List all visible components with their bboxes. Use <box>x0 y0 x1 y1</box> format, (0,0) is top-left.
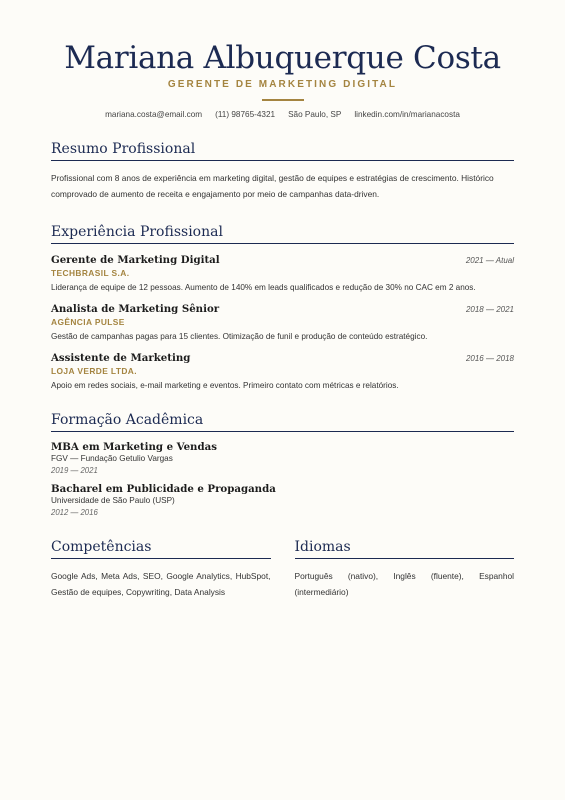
candidate-name: Mariana Albuquerque Costa <box>64 40 501 76</box>
education-entry <box>51 441 514 475</box>
contact-info <box>51 110 514 119</box>
contact-linkedin[interactable]: linkedin.com/in/marianacosta <box>354 110 460 119</box>
summary-title: Resumo Profissional <box>51 141 514 161</box>
education-dates: 2019 — 2021 <box>51 466 98 475</box>
job-company: LOJA VERDE LTDA. <box>51 366 137 376</box>
job-description: Gestão de campanhas pagas para 15 clientes. Otimização de funil e produção de conteúdo estratégico. <box>51 332 428 341</box>
header-divider <box>262 99 304 101</box>
education-title: Formação Acadêmica <box>51 412 514 432</box>
summary-section <box>51 141 514 202</box>
skills-text: Google Ads, Meta Ads, SEO, Google Analytics, HubSpot, Gestão de equipes, Copywriting, Data Analysis <box>51 571 271 597</box>
school-name: Universidade de São Paulo (USP) <box>51 496 175 505</box>
job-company: AGÊNCIA PULSE <box>51 317 125 327</box>
job-dates: 2016 — 2018 <box>465 354 514 363</box>
job-title: Analista de Marketing Sênior <box>51 303 220 315</box>
education-entry <box>51 483 514 517</box>
contact-location: São Paulo, SP <box>288 110 342 119</box>
job-title: Assistente de Marketing <box>51 352 191 364</box>
job-description: Liderança de equipe de 12 pessoas. Aumento de 140% em leads qualificados e redução de 30% no CAC em 2 anos. <box>51 283 476 292</box>
job-title: Gerente de Marketing Digital <box>51 254 220 266</box>
job-company: TECHBRASIL S.A. <box>51 268 130 278</box>
education-dates: 2012 — 2016 <box>51 508 98 517</box>
degree-title: MBA em Marketing e Vendas <box>51 441 217 453</box>
skills-title: Competências <box>51 539 271 559</box>
education-section <box>51 412 514 517</box>
degree-title: Bacharel em Publicidade e Propaganda <box>51 483 276 495</box>
job-entry <box>51 303 514 341</box>
job-entry <box>51 254 514 292</box>
experience-title: Experiência Profissional <box>51 224 514 244</box>
languages-section <box>295 539 515 600</box>
job-dates: 2021 — Atual <box>465 256 514 265</box>
skills-languages-row <box>51 539 514 600</box>
experience-section <box>51 224 514 390</box>
job-description: Apoio em redes sociais, e-mail marketing e eventos. Primeiro contato com métricas e relatórios. <box>51 381 399 390</box>
job-entry <box>51 352 514 390</box>
skills-section <box>51 539 271 600</box>
resume-header <box>51 0 514 119</box>
school-name: FGV — Fundação Getulio Vargas <box>51 454 173 463</box>
candidate-role: GERENTE DE MARKETING DIGITAL <box>167 79 398 90</box>
contact-phone: (11) 98765-4321 <box>215 110 276 119</box>
languages-text: Português (nativo), Inglês (fluente), Espanhol (intermediário) <box>294 571 514 597</box>
summary-text: Profissional com 8 anos de experiência em marketing digital, gestão de equipes e estratégias de crescimento. Histórico comprovado de aumento de receita e engajamento por meio de campanhas data-driven. <box>51 173 494 199</box>
job-dates: 2018 — 2021 <box>465 305 514 314</box>
contact-email[interactable]: mariana.costa@email.com <box>105 110 203 119</box>
languages-title: Idiomas <box>295 539 515 559</box>
